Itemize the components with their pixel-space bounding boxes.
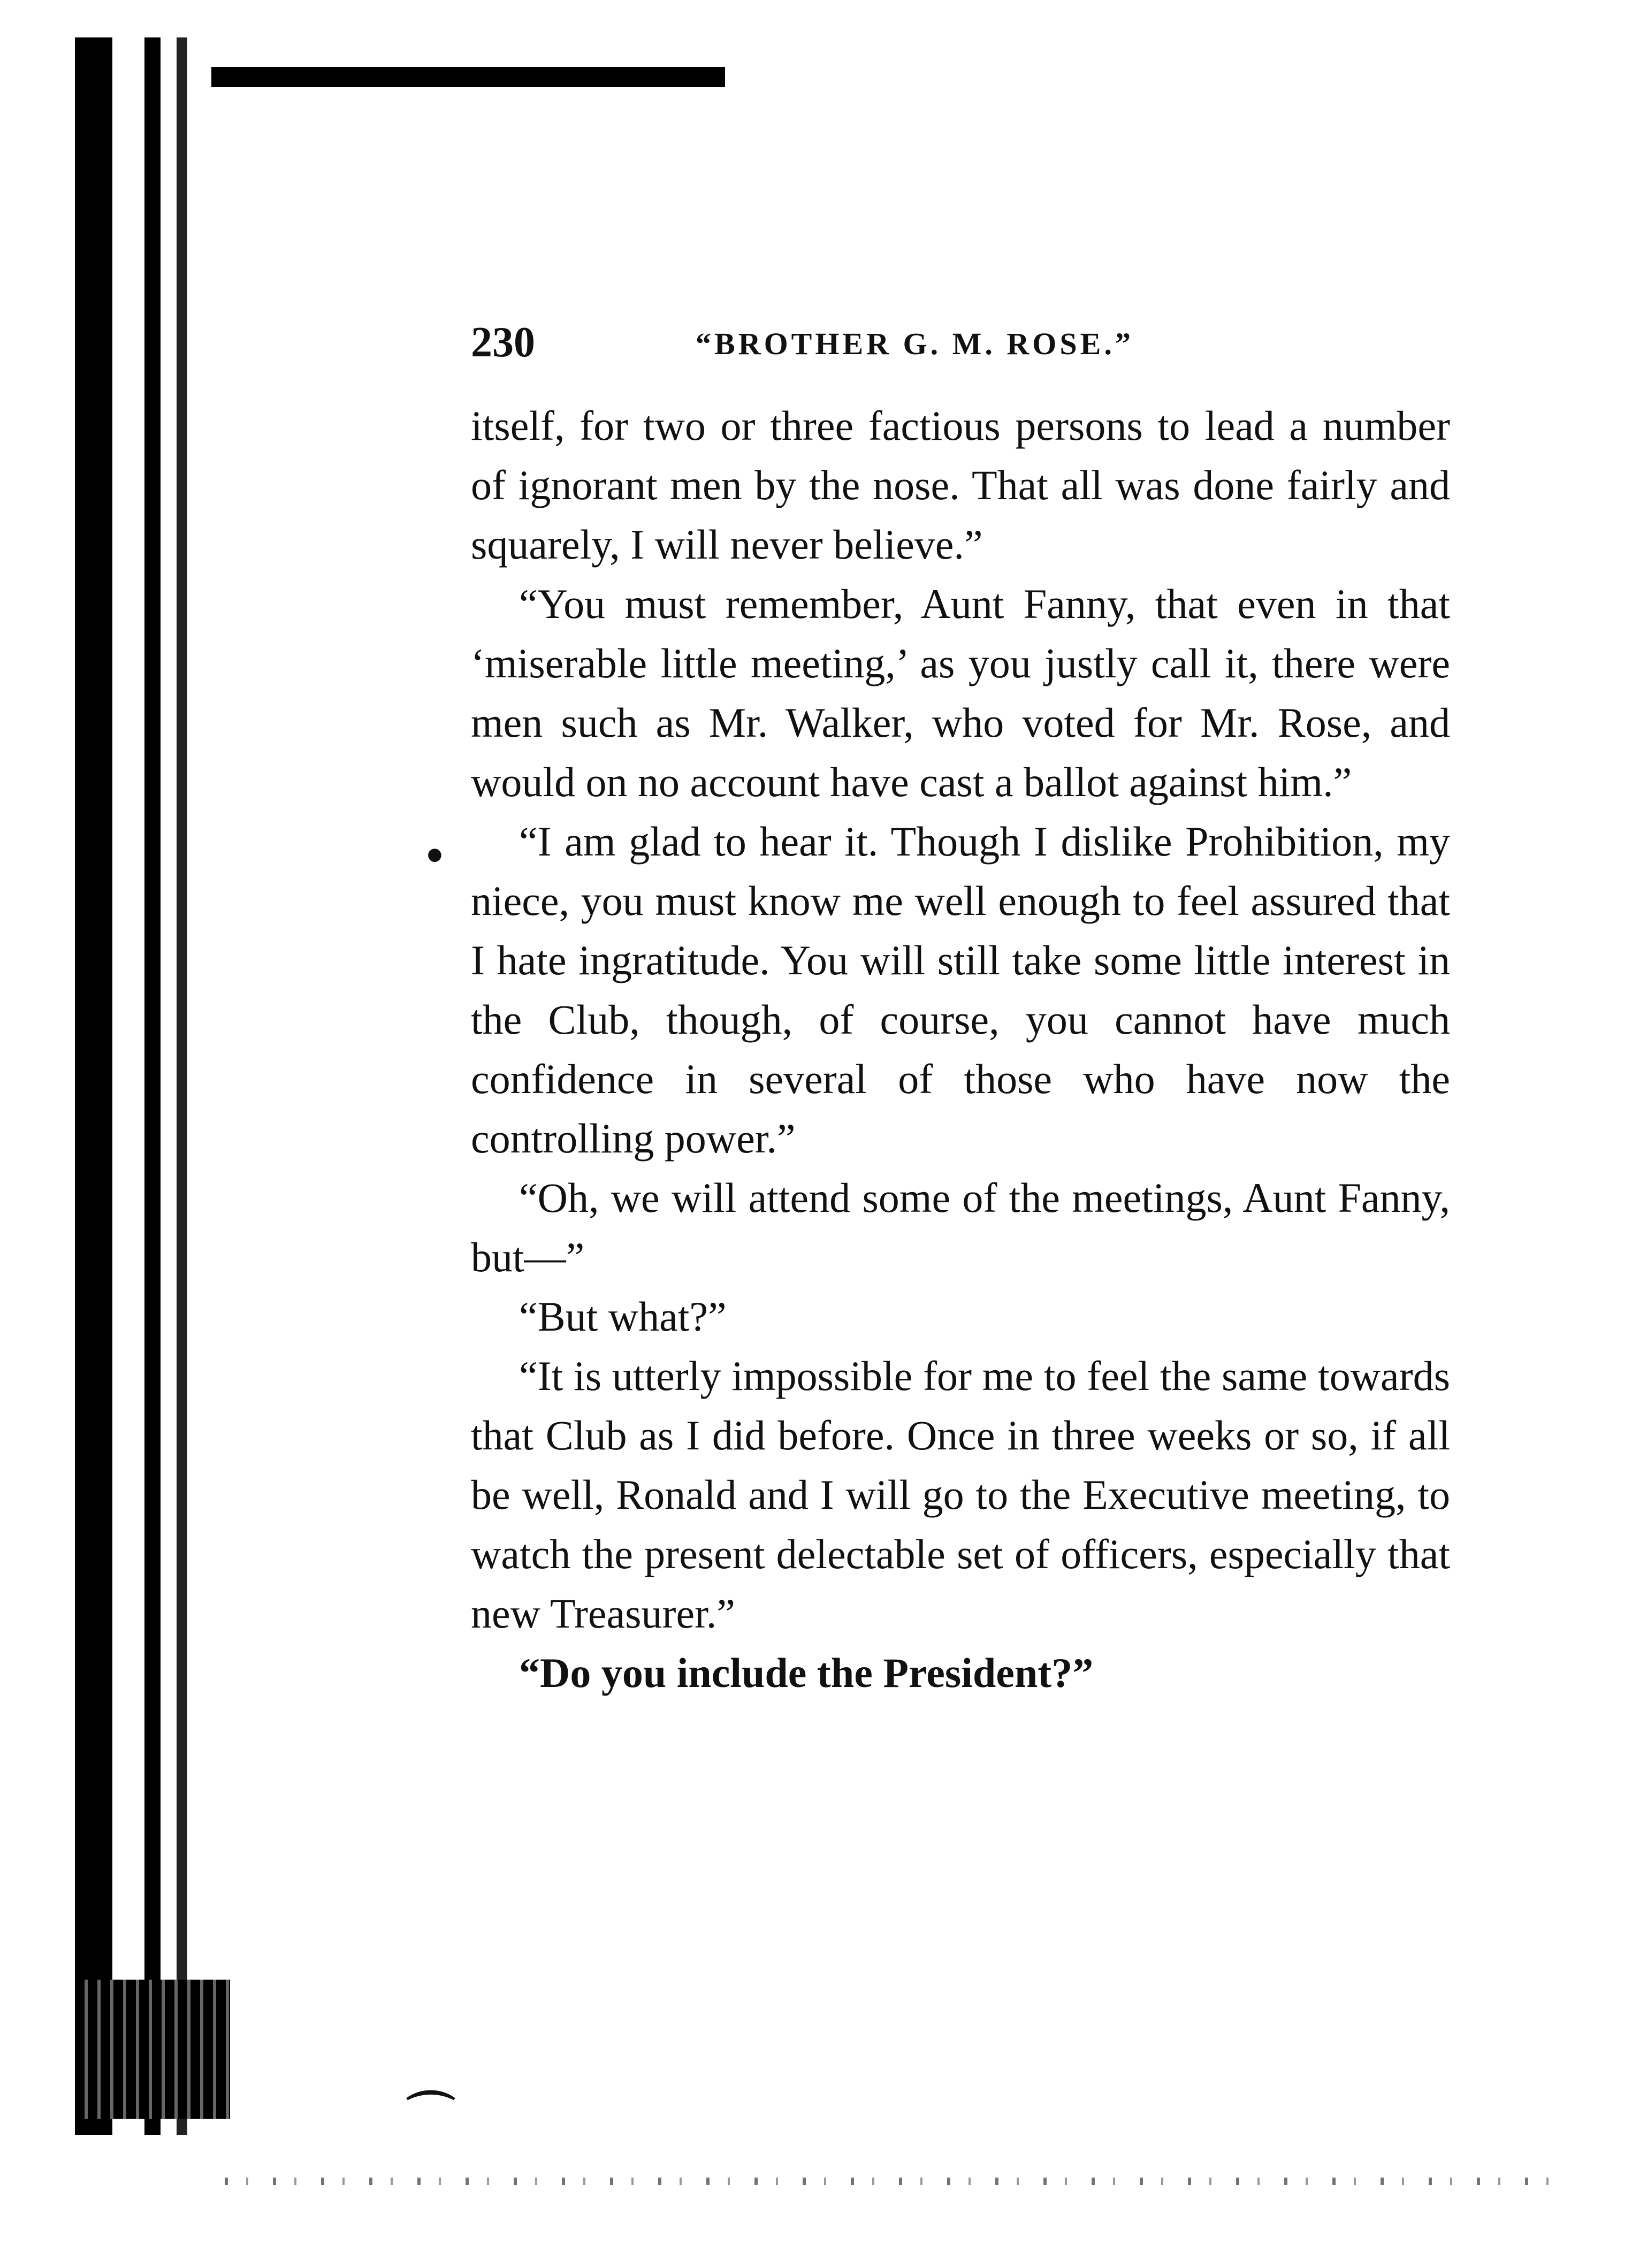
paragraph: itself, for two or three factious persons to lead a number of ignorant men by the nose. That all was done fairly and squarely, I will never believe.” xyxy=(471,402,1450,568)
body-text xyxy=(471,396,1450,1702)
paragraph: “But what?” xyxy=(519,1293,727,1340)
paragraph: “You must remember, Aunt Fanny, that even in that ‘miserable little meeting,’ as you justly call it, there were men such as Mr. Walker, who voted for Mr. Rose, and would on no account have cast a ballot against him.” xyxy=(471,581,1450,805)
stray-ink-mark: ⌒ xyxy=(407,2087,455,2143)
running-head xyxy=(471,321,1450,380)
scan-bottom-noise xyxy=(225,2178,1562,2185)
paragraph: “It is utterly impossible for me to feel the same towards that Club as I did before. Once in three weeks or so, if all be well, Ronald and I will go to the Executive meeting, to watch the present delectable set of officers, especially that new Treasurer.” xyxy=(471,1353,1450,1637)
running-title: “BROTHER G. M. ROSE.” xyxy=(696,326,1134,361)
scan-side-mark xyxy=(86,1033,112,1042)
scan-side-mark xyxy=(86,910,112,1017)
stray-ink-mark: • xyxy=(423,835,447,879)
scan-top-rule xyxy=(211,67,725,87)
scan-binding-shadow-lower xyxy=(75,1980,230,2119)
paragraph: “Oh, we will attend some of the meetings, Aunt Fanny, but—” xyxy=(471,1174,1450,1280)
scan-side-mark xyxy=(86,1075,112,1099)
paragraph: “Do you include the President?” xyxy=(519,1650,1094,1696)
paragraph: “I am glad to hear it. Though I dislike Prohibition, my niece, you must know me well enough to feel assured that I hate ingratitude. You will still take some little interest in the Club, though, of course, you cannot have much confidence in several of those who have now the controlling power.” xyxy=(471,818,1450,1162)
book-page xyxy=(471,321,1450,1702)
page-number: 230 xyxy=(471,319,535,366)
